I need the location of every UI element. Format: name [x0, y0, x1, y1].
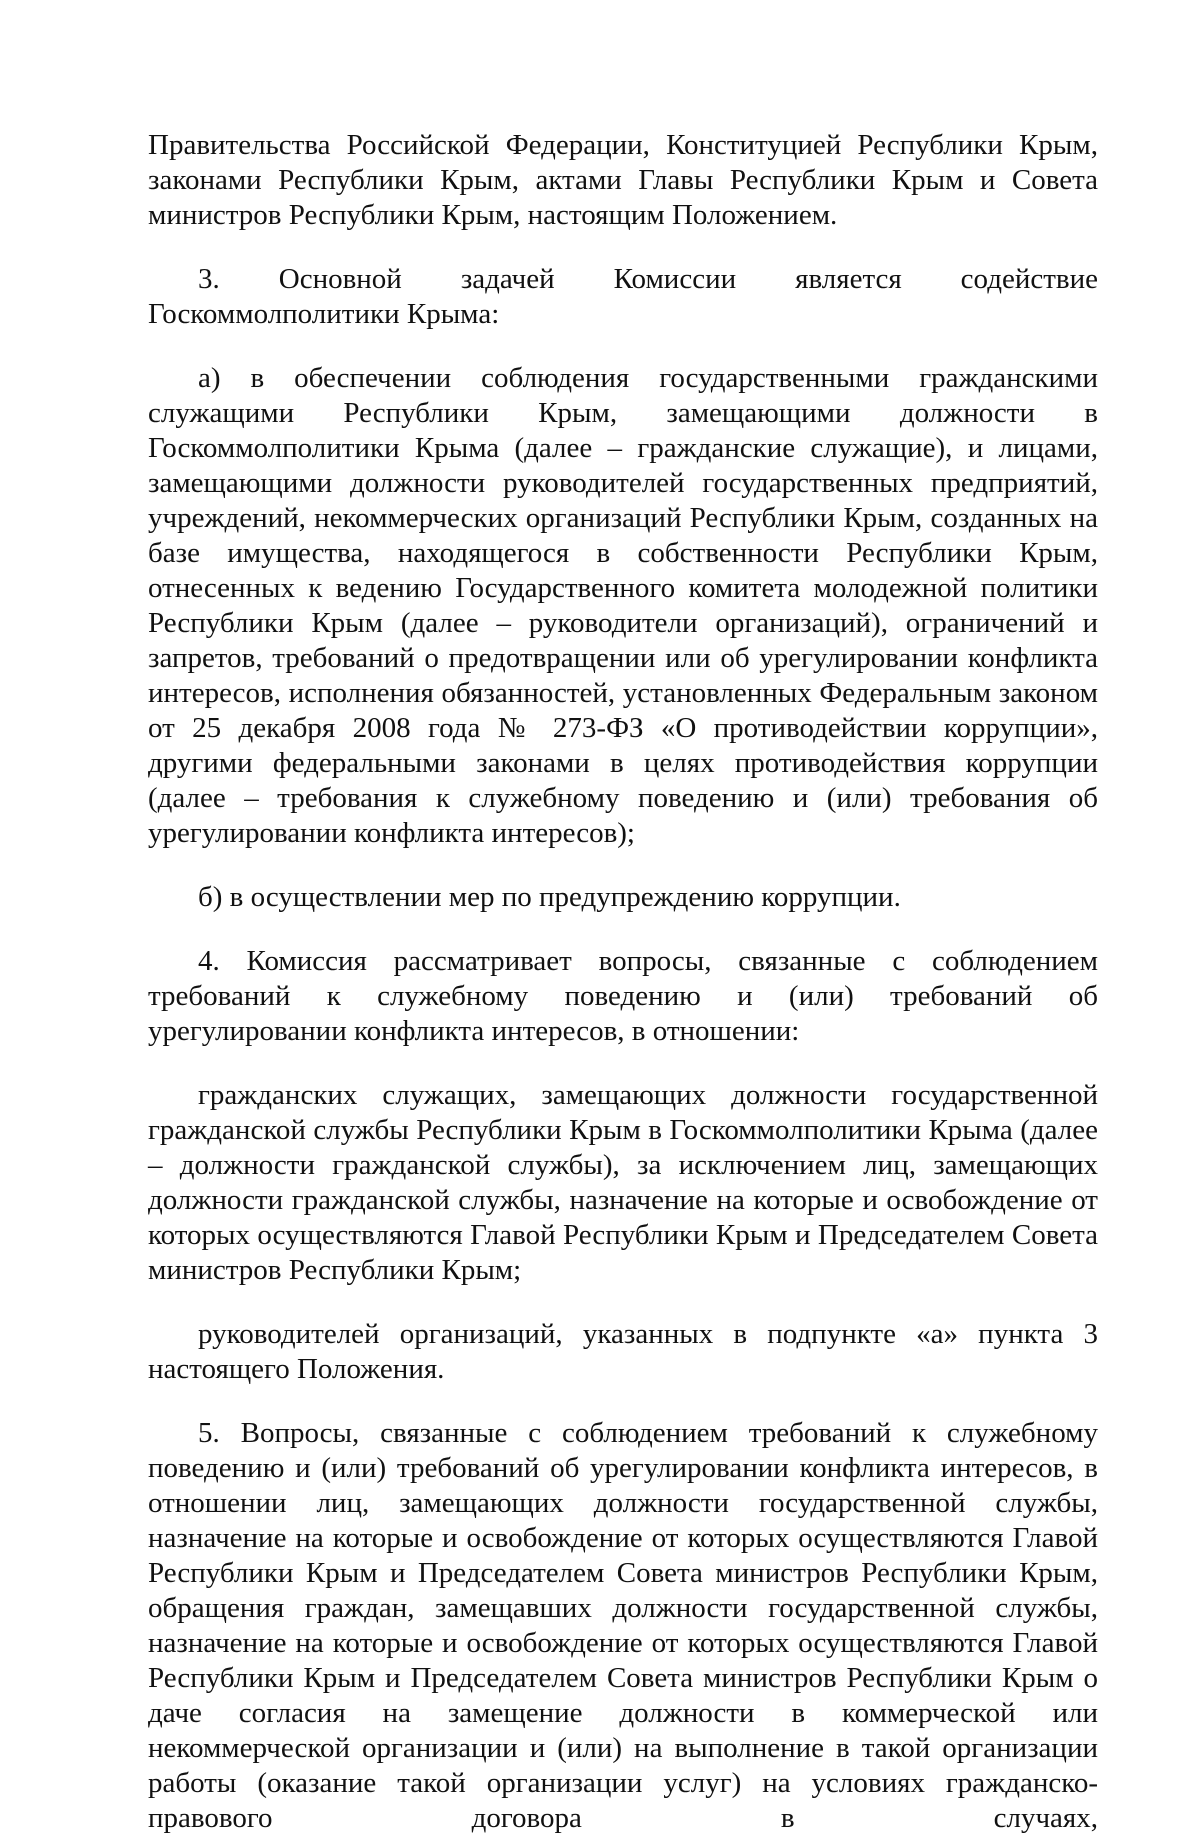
- paragraph-continuation: Правительства Российской Федерации, Конституцией Республики Крым, законами Республики Крым, актами Главы Республики Крым и Совета министров Республики Крым, настоящим Положением.: [148, 129, 1098, 231]
- paragraph-organization-heads: руководителей организаций, указанных в подпункте «а» пункта 3 настоящего Положения.: [148, 1318, 1098, 1385]
- paragraph-civil-servants: гражданских служащих, замещающих должности государственной гражданской службы Республики Крым в Госкоммолполитики Крыма (далее – должности гражданской службы), за исключением лиц, замещающих должности гражданской службы, назначение на которые и освобождение от которых осуществляются Главой Республики Крым и Председателем Совета министров Республики Крым;: [148, 1079, 1098, 1286]
- paragraph-subitem-b: б) в осуществлении мер по предупреждению коррупции.: [198, 881, 901, 913]
- paragraph-item-5: 5. Вопросы, связанные с соблюдением требований к служебному поведению и (или) требований об урегулировании конфликта интересов, в отношении лиц, замещающих должности государственной службы, назначение на которые и освобождение от которых осуществляются Главой Республики Крым и Председателем Совета министров Республики Крым, обращения граждан, замещавших должности государственной службы, назначение на которые и освобождение от которых осуществляются Главой Республики Крым и Председателем Совета министров Республики Крым о даче согласия на замещение должности в коммерческой или некоммерческой организации и (или) на выполнение в такой организации работы (оказание такой организации услуг) на условиях гражданско-правового договора в случаях,: [148, 1417, 1098, 1834]
- paragraph-subitem-a: а) в обеспечении соблюдения государственными гражданскими служащими Республики Крым, замещающими должности в Госкоммолполитики Крыма (далее – гражданские служащие), и лицами, замещающими должности руководителей государственных предприятий, учреждений, некоммерческих организаций Республики Крым, созданных на базе имущества, находящегося в собственности Республики Крым, отнесенных к ведению Государственного комитета молодежной политики Республики Крым (далее – руководители организаций), ограничений и запретов, требований о предотвращении или об урегулировании конфликта интересов, исполнения обязанностей, установленных Федеральным законом от 25 декабря 2008 года № 273-ФЗ «О противодействии коррупции», другими федеральными законами в целях противодействия коррупции (далее – требования к служебному поведению и (или) требования об урегулировании конфликта интересов);: [148, 362, 1098, 849]
- paragraph-item-3: 3. Основной задачей Комиссии является содействие Госкоммолполитики Крыма:: [148, 263, 1098, 330]
- paragraph-item-4: 4. Комиссия рассматривает вопросы, связанные с соблюдением требований к служебному поведению и (или) требований об урегулировании конфликта интересов, в отношении:: [148, 945, 1098, 1047]
- document-body: [148, 128, 1098, 1836]
